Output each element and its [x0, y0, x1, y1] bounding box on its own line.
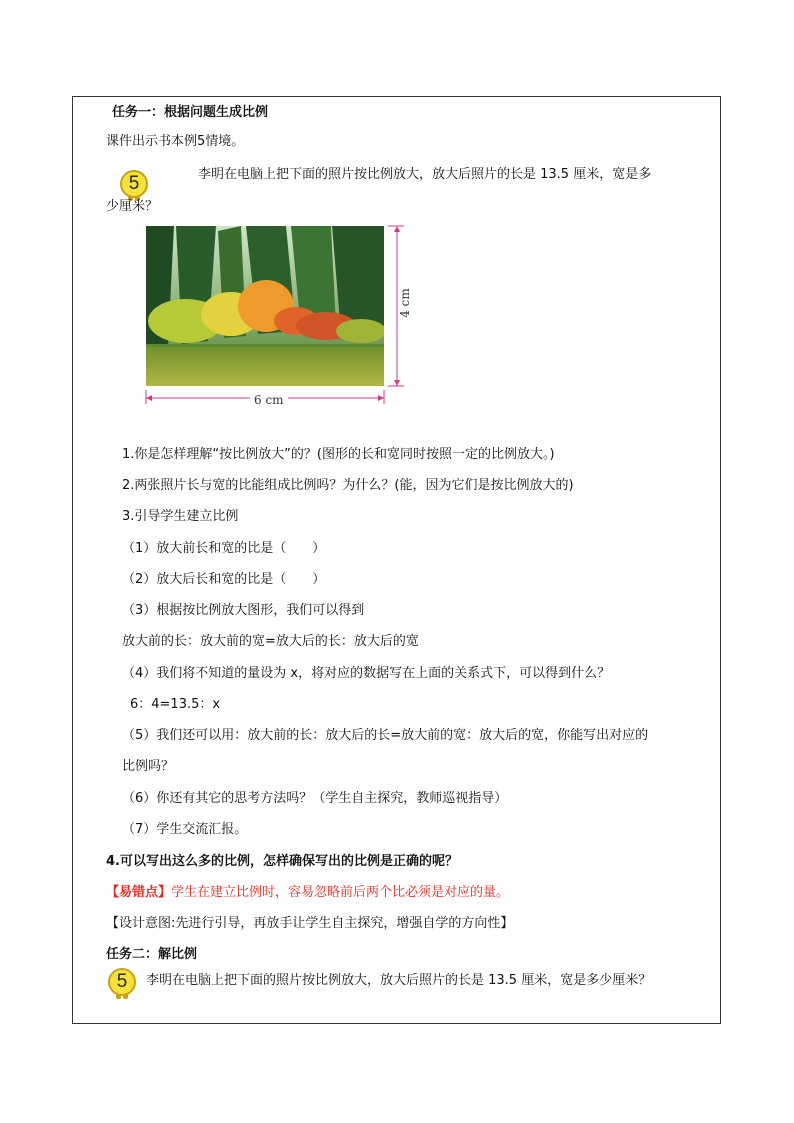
error-point: [106, 884, 509, 902]
error-point-tag: 【易错点】: [106, 885, 172, 900]
step-5-line-2: 比例吗？: [122, 759, 175, 774]
step-4-equation: 6：4=13.5：x: [130, 697, 221, 712]
problem-line-2: 少厘米？: [106, 199, 159, 214]
step-1: （1）放大前长和宽的比是（ ）: [122, 541, 326, 556]
step-3: （3）根据按比例放大图形，我们可以得到: [122, 603, 365, 618]
question-4: 4.可以写出这么多的比例，怎样确保写出的比例是正确的呢？: [106, 854, 458, 869]
step-4: （4）我们将不知道的量设为 x，将对应的数据写在上面的关系式下，可以得到什么？: [122, 666, 611, 681]
step-5-line-1: （5）我们还可以用：放大前的长：放大后的长=放大前的宽：放大后的宽，你能写出对应的: [122, 728, 649, 743]
photo-dimension-lines: [140, 222, 410, 407]
example-badge-number: 5: [128, 173, 140, 194]
step-6: （6）你还有其它的思考方法吗？（学生自主探究，教师巡视指导）: [122, 791, 508, 806]
design-note: 【设计意图:先进行引导，再放手让学生自主探究，增强自学的方向性】: [106, 916, 514, 931]
example-badge-icon: [108, 968, 136, 996]
example-badge-number: 5: [116, 971, 128, 992]
step-7: （7）学生交流汇报。: [122, 822, 248, 837]
problem-line-1: 李明在电脑上把下面的照片按比例放大，放大后照片的长是 13.5 厘米，宽是多: [198, 167, 652, 182]
example-badge-icon: [120, 170, 148, 198]
question-1: 1.你是怎样理解“按比例放大”的？(图形的长和宽同时按照一定的比例放大。): [122, 447, 555, 462]
task1-heading: 任务一：根据问题生成比例: [112, 105, 269, 120]
error-point-text: 学生在建立比例时，容易忽略前后两个比必须是对应的量。: [171, 885, 510, 900]
step-3-equation: 放大前的长：放大前的宽=放大后的长：放大后的宽: [122, 634, 419, 649]
question-3: 3.引导学生建立比例: [122, 509, 239, 524]
task2-problem: 李明在电脑上把下面的照片按比例放大，放大后照片的长是 13.5 厘米，宽是多少厘米？: [146, 973, 652, 988]
photo-width-label: 6 cm: [250, 393, 288, 407]
task2-heading: 任务二：解比例: [106, 947, 198, 962]
task1-intro: 课件出示书本例5情境。: [106, 134, 245, 149]
question-2: 2.两张照片长与宽的比能组成比例吗？为什么？(能，因为它们是按比例放大的): [122, 478, 574, 493]
photo-height-label: 4 cm: [398, 285, 412, 321]
step-2: （2）放大后长和宽的比是（ ）: [122, 572, 326, 587]
